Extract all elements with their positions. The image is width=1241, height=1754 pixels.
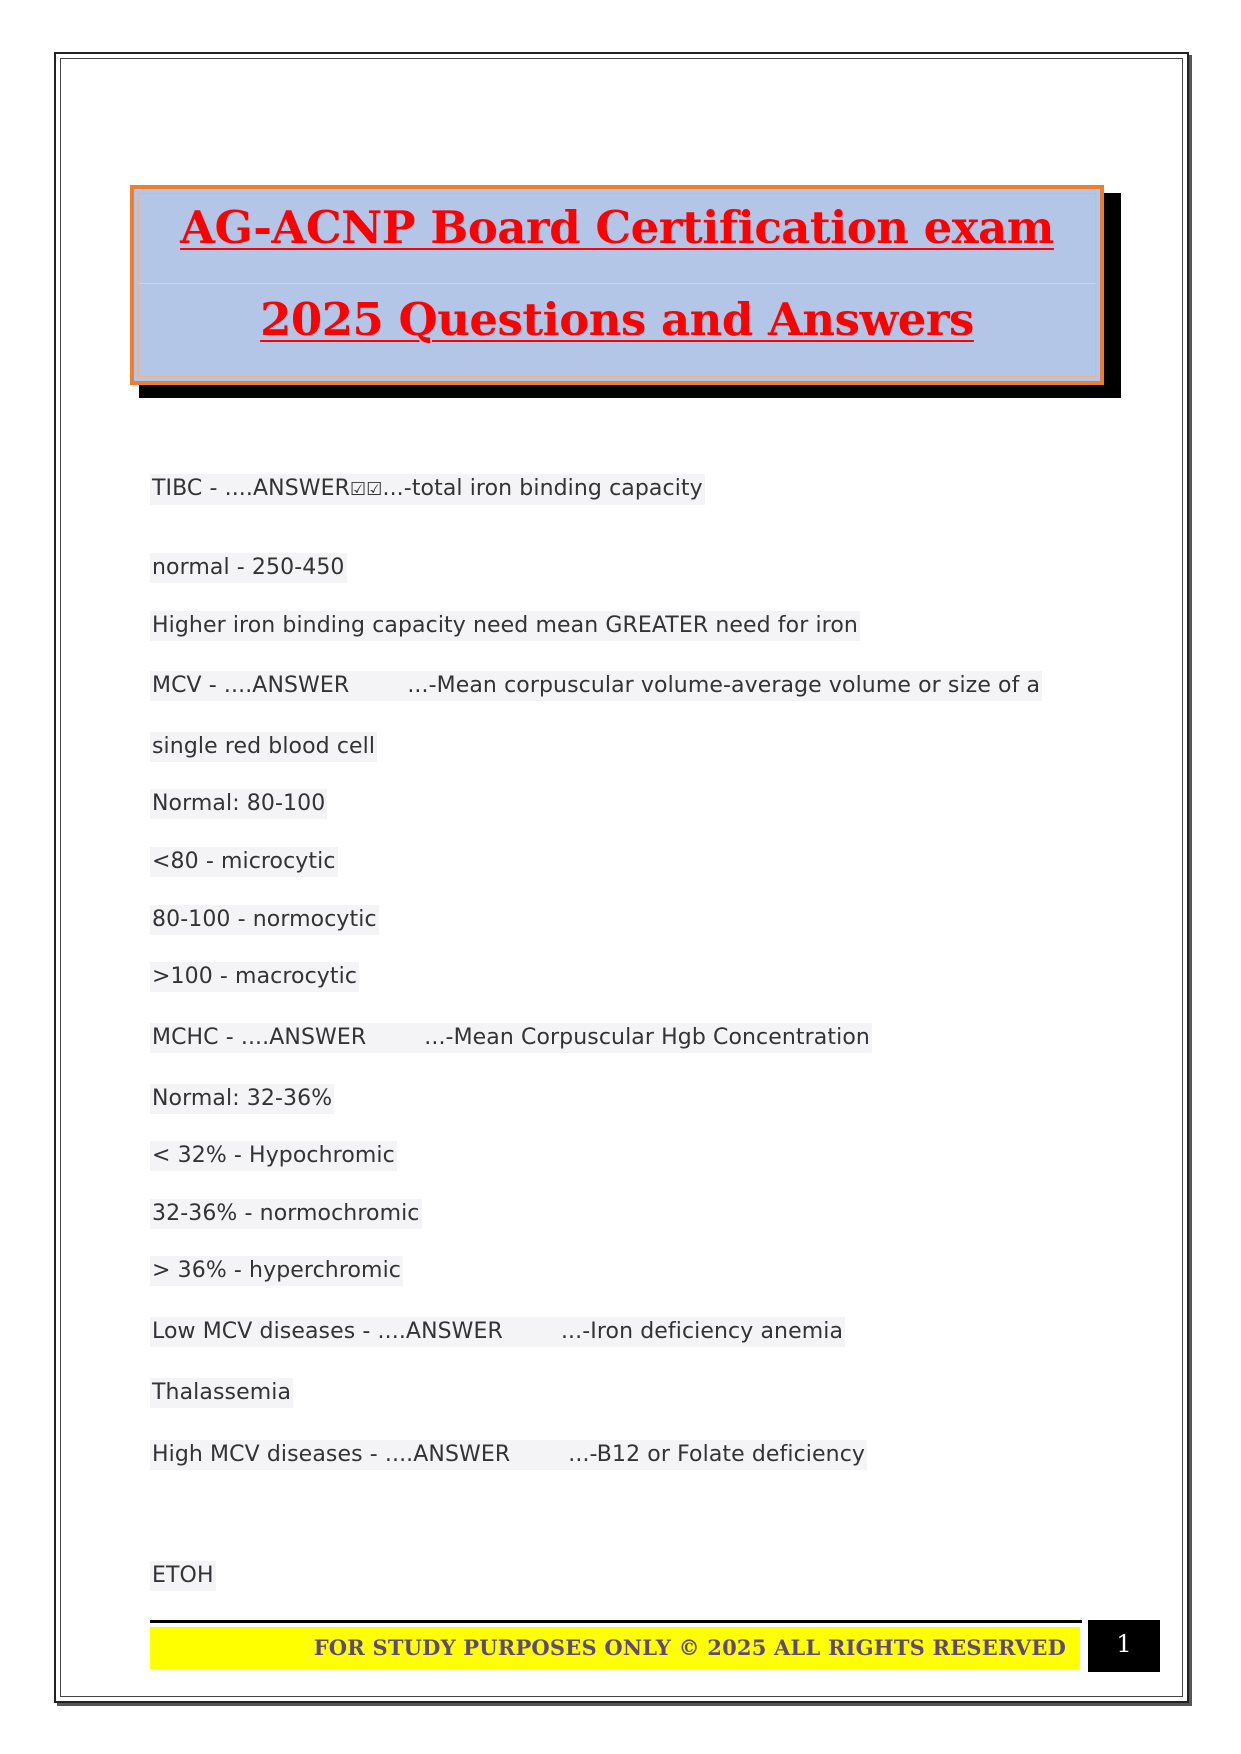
qa-line-tibc — [150, 474, 705, 505]
qa-line-high-mcv — [150, 1440, 867, 1470]
qa-line: Normal: 32-36% — [150, 1084, 334, 1114]
checkbox-icon: ☑☑ — [350, 479, 383, 500]
qa-line: single red blood cell — [150, 732, 377, 762]
qa-term: MCHC - ....ANSWER — [152, 1025, 367, 1050]
qa-line: > 36% - hyperchromic — [150, 1256, 403, 1286]
footer-rule — [150, 1620, 1082, 1623]
qa-answer: ...-B12 or Folate deficiency — [568, 1442, 866, 1467]
qa-answer: ...-Mean Corpuscular Hgb Concentration — [424, 1025, 870, 1050]
qa-line-mcv — [150, 671, 1042, 701]
qa-line: ETOH — [150, 1561, 216, 1591]
title-separator — [138, 283, 1096, 284]
title-box — [130, 185, 1104, 385]
qa-term: TIBC - ....ANSWER — [152, 476, 351, 501]
qa-line-low-mcv — [150, 1317, 845, 1347]
qa-line-mchc — [150, 1023, 872, 1053]
qa-line: Normal: 80-100 — [150, 789, 327, 819]
footer-bar — [150, 1627, 1080, 1669]
qa-line: 32-36% - normochromic — [150, 1199, 422, 1229]
page-number: 1 — [1088, 1620, 1160, 1672]
qa-answer: ...-Mean corpuscular volume-average volume or size of a — [407, 673, 1041, 698]
qa-answer: ...-Iron deficiency anemia — [560, 1319, 844, 1344]
footer-notice: FOR STUDY PURPOSES ONLY © 2025 ALL RIGHTS RESERVED — [313, 1635, 1066, 1660]
qa-line: Higher iron binding capacity need mean GREATER need for iron — [150, 611, 860, 641]
qa-line: normal - 250-450 — [150, 553, 347, 583]
title-line-1: AG-ACNP Board Certification exam — [180, 201, 1054, 254]
qa-answer: ...-total iron binding capacity — [382, 476, 703, 501]
qa-term: Low MCV diseases - ....ANSWER — [152, 1319, 503, 1344]
qa-term: MCV - ....ANSWER — [152, 673, 350, 698]
qa-line: >100 - macrocytic — [150, 962, 359, 992]
title-line-2: 2025 Questions and Answers — [260, 293, 974, 346]
qa-term: High MCV diseases - ....ANSWER — [152, 1442, 511, 1467]
qa-line: < 32% - Hypochromic — [150, 1141, 397, 1171]
qa-line: 80-100 - normocytic — [150, 905, 379, 935]
qa-line: Thalassemia — [150, 1378, 293, 1408]
qa-line: <80 - microcytic — [150, 847, 338, 877]
